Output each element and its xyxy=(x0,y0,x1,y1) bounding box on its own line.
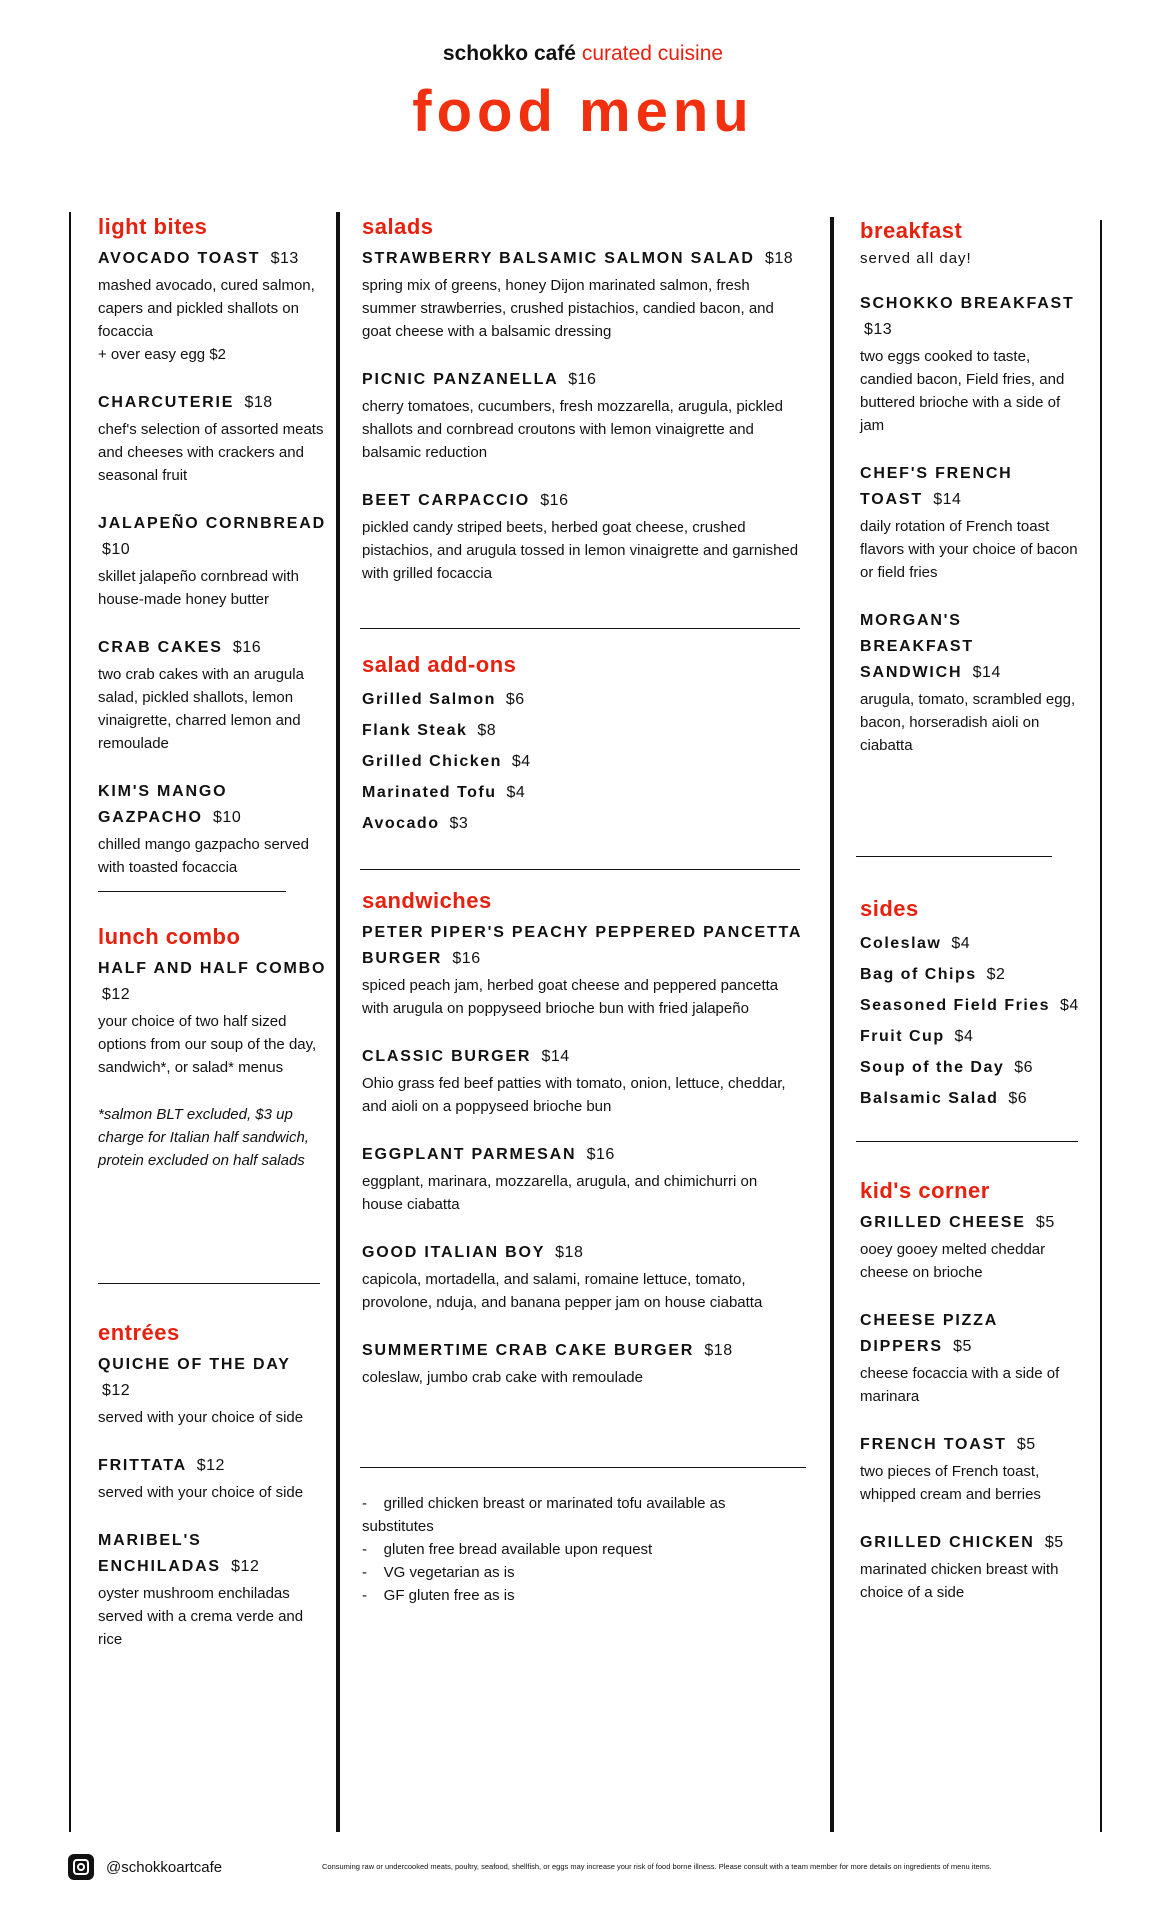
tagline: curated cuisine xyxy=(581,42,724,65)
menu-item xyxy=(362,1044,802,1118)
menu-item xyxy=(860,608,1080,757)
menu-section xyxy=(362,652,802,839)
item-description: served with your choice of side xyxy=(98,1409,304,1426)
item-name xyxy=(860,461,1080,513)
item-description: oyster mushroom enchiladas served with a crema verde and rice xyxy=(98,1585,304,1648)
instagram-icon xyxy=(68,1854,94,1880)
item-name-text: MORGAN'S BREAKFAST SANDWICH xyxy=(860,612,974,681)
item-name-text: AVOCADO TOAST xyxy=(98,250,261,267)
column-divider xyxy=(830,217,834,1832)
menu-item xyxy=(98,1453,328,1504)
item-name xyxy=(98,956,328,1008)
addon-name: Seasoned Field Fries xyxy=(860,997,1051,1014)
addon-price: $8 xyxy=(477,722,497,739)
item-description: eggplant, marinara, mozzarella, arugula, and chimichurri on house ciabatta xyxy=(362,1173,758,1213)
menu-item xyxy=(362,1142,802,1216)
item-price: $18 xyxy=(704,1342,733,1359)
item-name xyxy=(860,1432,1080,1458)
note-item: - GF gluten free as is xyxy=(362,1587,515,1604)
menu-item xyxy=(98,246,328,366)
item-name-text: CHEF'S FRENCH TOAST xyxy=(860,465,1013,508)
item-description: capicola, mortadella, and salami, romaine lettuce, tomato, provolone, nduja, and banana pepper jam on house ciabatta xyxy=(362,1271,763,1311)
item-price: $10 xyxy=(102,541,131,558)
section-divider xyxy=(856,856,1052,857)
item-price: $16 xyxy=(452,950,481,967)
item-name-text: STRAWBERRY BALSAMIC SALMON SALAD xyxy=(362,250,755,267)
item-price: $18 xyxy=(764,250,794,267)
item-name xyxy=(98,246,328,272)
menu-item xyxy=(98,1352,328,1429)
addon-item xyxy=(860,928,1080,959)
column-divider xyxy=(69,212,71,1832)
addon-name: Bag of Chips xyxy=(860,966,977,983)
menu-item xyxy=(98,390,328,487)
addon-name: Grilled Salmon xyxy=(362,691,496,708)
page-title: food menu xyxy=(412,79,754,144)
item-name xyxy=(362,367,802,393)
item-price: $14 xyxy=(933,491,962,508)
item-price: $16 xyxy=(232,639,262,656)
menu-item xyxy=(860,1530,1080,1604)
item-description: two eggs cooked to taste, candied bacon, Field fries, and buttered brioche with a side of jam xyxy=(860,348,1065,434)
item-name xyxy=(860,608,1080,686)
item-price: $12 xyxy=(102,1382,131,1399)
menu-section xyxy=(860,218,1080,781)
notes-list xyxy=(362,1492,782,1607)
menu-item xyxy=(98,511,328,611)
addon-price: $3 xyxy=(449,815,469,832)
addon-name: Grilled Chicken xyxy=(362,753,502,770)
addon-item xyxy=(362,715,802,746)
note-text: GF gluten free as is xyxy=(383,1587,515,1604)
addon-item xyxy=(860,959,1080,990)
item-name xyxy=(98,511,328,563)
cafe-name: schokko café xyxy=(442,42,576,65)
menu-section xyxy=(362,214,802,609)
footer-social xyxy=(68,1854,222,1880)
menu-section xyxy=(98,1320,328,1675)
item-name-text: CRAB CAKES xyxy=(98,639,223,656)
menu-item xyxy=(98,635,328,755)
item-name xyxy=(98,1453,328,1479)
item-description: coleslaw, jumbo crab cake with remoulade xyxy=(362,1369,643,1386)
item-description: spring mix of greens, honey Dijon marinated salmon, fresh summer strawberries, crushed pistachios, candied bacon, and goat cheese with a balsamic dressing xyxy=(362,277,774,340)
item-name-text: HALF AND HALF COMBO xyxy=(98,960,327,977)
item-name-text: MARIBEL'S ENCHILADAS xyxy=(98,1532,221,1575)
note-text: VG vegetarian as is xyxy=(383,1564,515,1581)
section-title: sides xyxy=(860,896,919,921)
addon-price: $4 xyxy=(1060,997,1079,1014)
item-name-text: CHEESE PIZZA DIPPERS xyxy=(860,1312,998,1355)
column-divider xyxy=(336,212,340,1832)
item-name-text: CHARCUTERIE xyxy=(98,394,235,411)
menu-section xyxy=(98,214,328,903)
item-description: spiced peach jam, herbed goat cheese and peppered pancetta with arugula on poppyseed brioche bun with fried jalapeño xyxy=(362,977,779,1017)
item-name-text: SUMMERTIME CRAB CAKE BURGER xyxy=(362,1342,695,1359)
item-description: chef's selection of assorted meats and cheeses with crackers and seasonal fruit xyxy=(98,421,324,484)
item-name-text: FRITTATA xyxy=(98,1457,187,1474)
item-extra: + over easy egg $2 xyxy=(98,346,227,363)
note-item: - grilled chicken breast or marinated tofu available as substitutes xyxy=(362,1495,726,1535)
item-name-text: KIM'S MANGO GAZPACHO xyxy=(98,783,228,826)
addon-price: $4 xyxy=(511,753,531,770)
item-name xyxy=(98,635,328,661)
menu-item xyxy=(362,920,802,1020)
item-description: ooey gooey melted cheddar cheese on brioche xyxy=(860,1241,1046,1281)
addon-name: Marinated Tofu xyxy=(362,784,497,801)
item-name xyxy=(362,488,802,514)
item-name xyxy=(98,1352,328,1404)
item-price: $16 xyxy=(568,371,597,388)
item-name xyxy=(98,779,328,831)
item-price: $13 xyxy=(270,250,299,267)
addon-item xyxy=(860,1052,1080,1083)
item-name xyxy=(860,1308,1080,1360)
section-title: salad add-ons xyxy=(362,652,517,677)
item-description: skillet jalapeño cornbread with house-made honey butter xyxy=(98,568,299,608)
item-name-text: FRENCH TOAST xyxy=(860,1436,1007,1453)
menu-item xyxy=(860,1308,1080,1408)
menu-item xyxy=(860,1432,1080,1506)
section-divider xyxy=(360,628,800,629)
menu-item xyxy=(860,1210,1080,1284)
item-price: $16 xyxy=(586,1146,615,1163)
addon-price: $6 xyxy=(1008,1090,1028,1107)
item-description: served with your choice of side xyxy=(98,1484,304,1501)
addon-price: $6 xyxy=(1014,1059,1034,1076)
item-name-text: GRILLED CHEESE xyxy=(860,1214,1026,1231)
section-title: breakfast xyxy=(860,218,963,243)
item-name-text: GRILLED CHICKEN xyxy=(860,1534,1035,1551)
column-divider xyxy=(1100,220,1102,1832)
item-name xyxy=(860,1210,1080,1236)
item-price: $12 xyxy=(231,1558,260,1575)
item-price: $5 xyxy=(953,1338,972,1355)
item-description: mashed avocado, cured salmon, capers and pickled shallots on focaccia xyxy=(98,277,315,340)
addon-name: Coleslaw xyxy=(860,935,942,952)
item-price: $5 xyxy=(1016,1436,1036,1453)
item-description: cheese focaccia with a side of marinara xyxy=(860,1365,1060,1405)
addon-name: Soup of the Day xyxy=(860,1059,1005,1076)
item-price: $5 xyxy=(1044,1534,1064,1551)
note-text: gluten free bread available upon request xyxy=(383,1541,653,1558)
item-name xyxy=(362,1338,802,1364)
item-price: $12 xyxy=(102,986,131,1003)
note-text: grilled chicken breast or marinated tofu available as substitutes xyxy=(362,1495,726,1535)
menu-section xyxy=(860,896,1080,1114)
item-description: your choice of two half sized options from our soup of the day, sandwich*, or salad* menus xyxy=(98,1013,317,1076)
section-title: sandwiches xyxy=(362,888,492,913)
section-title: salads xyxy=(362,214,434,239)
item-name-text: QUICHE OF THE DAY xyxy=(98,1356,291,1373)
menu-item xyxy=(362,367,802,464)
item-name-text: PETER PIPER'S PEACHY PEPPERED PANCETTA BURGER xyxy=(362,924,802,967)
menu-item xyxy=(98,1528,328,1651)
item-name-text: EGGPLANT PARMESAN xyxy=(362,1146,577,1163)
item-name xyxy=(860,1530,1080,1556)
instagram-handle[interactable]: @schokkoartcafe xyxy=(106,1858,223,1876)
menu-item xyxy=(362,246,802,343)
section-title: kid's corner xyxy=(860,1178,990,1203)
item-description: two crab cakes with an arugula salad, pickled shallots, lemon vinaigrette, charred lemon and remoulade xyxy=(98,666,304,752)
menu-item xyxy=(362,1240,802,1314)
section-footnote: *salmon BLT excluded, $3 up charge for Italian half sandwich, protein excluded on half salads xyxy=(98,1106,309,1169)
addon-price: $4 xyxy=(954,1028,974,1045)
addon-item xyxy=(860,1021,1080,1052)
item-name-text: GOOD ITALIAN BOY xyxy=(362,1244,545,1261)
item-name xyxy=(362,246,802,272)
menu-item xyxy=(860,461,1080,584)
item-price: $5 xyxy=(1035,1214,1055,1231)
menu-section xyxy=(98,924,328,1172)
section-divider xyxy=(360,869,800,870)
item-price: $14 xyxy=(972,664,1001,681)
section-title: light bites xyxy=(98,214,208,239)
item-description: arugula, tomato, scrambled egg, bacon, horseradish aioli on ciabatta xyxy=(860,691,1076,754)
item-description: two pieces of French toast, whipped cream and berries xyxy=(860,1463,1041,1503)
section-title: entrées xyxy=(98,1320,180,1345)
section-title: lunch combo xyxy=(98,924,241,949)
item-price: $18 xyxy=(244,394,273,411)
section-divider xyxy=(360,1467,806,1468)
menu-item xyxy=(362,1338,802,1389)
item-name xyxy=(362,1240,802,1266)
item-description: cherry tomatoes, cucumbers, fresh mozzarella, arugula, pickled shallots and cornbread croutons with lemon vinaigrette and balsamic reduction xyxy=(362,398,784,461)
item-name-text: JALAPEÑO CORNBREAD xyxy=(98,515,326,532)
addon-item xyxy=(362,746,802,777)
addon-name: Avocado xyxy=(362,815,440,832)
section-divider xyxy=(98,1283,320,1284)
item-name xyxy=(98,1528,328,1580)
addon-price: $2 xyxy=(986,966,1006,983)
item-name-text: PICNIC PANZANELLA xyxy=(362,371,558,388)
item-description: daily rotation of French toast flavors with your choice of bacon or field fries xyxy=(860,518,1078,581)
section-subtitle: served all day! xyxy=(860,250,972,267)
brand-line xyxy=(0,42,1166,66)
section-divider xyxy=(856,1141,1078,1142)
addon-item xyxy=(860,990,1080,1021)
item-price: $18 xyxy=(555,1244,584,1261)
item-description: chilled mango gazpacho served with toasted focaccia xyxy=(98,836,309,876)
item-name-text: BEET CARPACCIO xyxy=(362,492,531,509)
addon-item xyxy=(362,808,802,839)
menu-item xyxy=(860,291,1080,437)
item-name xyxy=(362,920,802,972)
menu-item xyxy=(362,488,802,585)
menu-item xyxy=(98,956,328,1079)
item-description: Ohio grass fed beef patties with tomato, onion, lettuce, cheddar, and aioli on a poppyseed brioche bun xyxy=(362,1075,786,1115)
item-name xyxy=(362,1142,802,1168)
item-price: $14 xyxy=(541,1048,570,1065)
addon-item xyxy=(362,777,802,808)
addon-item xyxy=(860,1083,1080,1114)
addon-name: Fruit Cup xyxy=(860,1028,945,1045)
item-description: pickled candy striped beets, herbed goat cheese, crushed pistachios, and arugula tossed in lemon vinaigrette and garnished with grilled focaccia xyxy=(362,519,799,582)
addon-price: $6 xyxy=(505,691,525,708)
addon-name: Flank Steak xyxy=(362,722,468,739)
item-price: $10 xyxy=(213,809,242,826)
addon-name: Balsamic Salad xyxy=(860,1090,999,1107)
item-price: $13 xyxy=(864,321,893,338)
item-name xyxy=(860,291,1080,343)
addon-item xyxy=(362,684,802,715)
menu-section xyxy=(860,1178,1080,1628)
item-price: $16 xyxy=(540,492,569,509)
food-safety-disclaimer: Consuming raw or undercooked meats, poultry, seafood, shellfish, or eggs may increase your risk of food borne illness. Please consult with a team member for more details on ingredients of menu items. xyxy=(322,1862,992,1871)
item-name-text: SCHOKKO BREAKFAST xyxy=(860,295,1075,312)
addon-price: $4 xyxy=(506,784,526,801)
item-price: $12 xyxy=(196,1457,225,1474)
note-item: - VG vegetarian as is xyxy=(362,1564,515,1581)
note-item: - gluten free bread available upon request xyxy=(362,1541,653,1558)
item-description: marinated chicken breast with choice of a side xyxy=(860,1561,1059,1601)
item-name xyxy=(98,390,328,416)
item-name-text: CLASSIC BURGER xyxy=(362,1048,532,1065)
menu-section xyxy=(362,888,802,1413)
item-name xyxy=(362,1044,802,1070)
menu-item xyxy=(98,779,328,879)
addon-price: $4 xyxy=(951,935,971,952)
